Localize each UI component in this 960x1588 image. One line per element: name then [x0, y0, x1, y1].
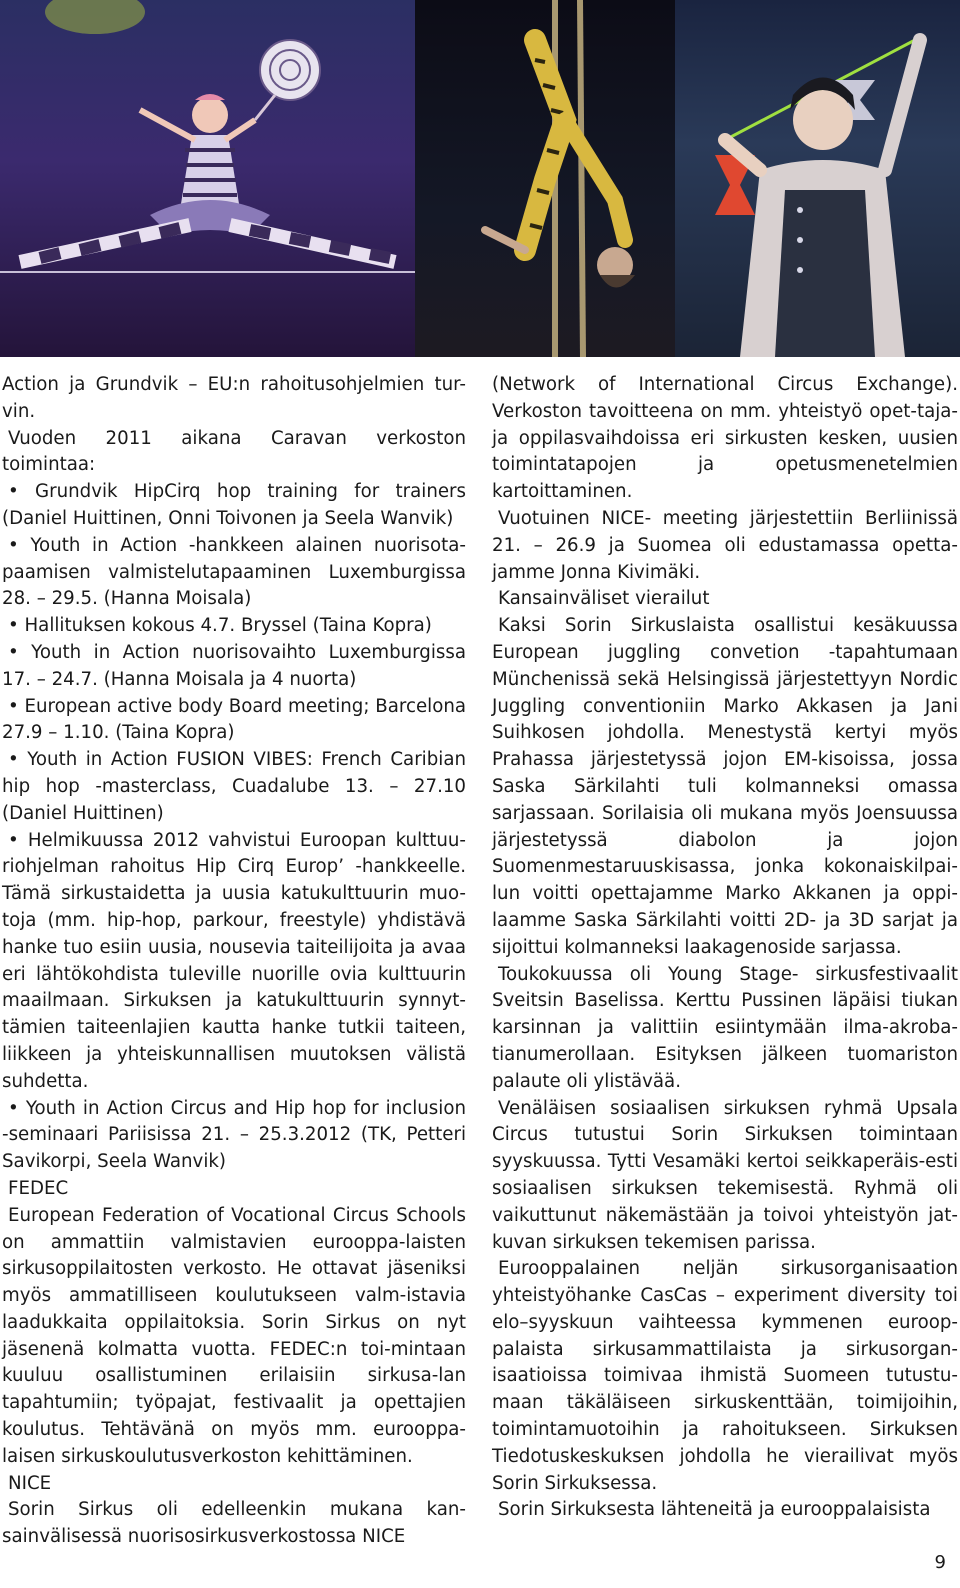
- photo-diabolo-juggler: [675, 0, 960, 357]
- left-paragraph: • Helmikuussa 2012 vahvistui Euroopan kulttuu-riohjelman rahoitus Hip Cirq Europ’ -hankkeelle. Tämä sirkustaidetta ja uusia katukulttuurin muo-toja (mm. hip-hop, parkour, freestyle) yhdistävä hanke tuo esiin uusia, nousevia taiteilijoita ja avaa eri lähtökohdista tuleville nuorille ovia kulttuurin maailmaan. Sirkuksen ja katukulttuurin synnyt-tämien taiteenlajien kautta hanke tutkii taiteen, liikkeen ja yhteiskunnallisen muutoksen välistä suhdetta.: [2, 829, 466, 1092]
- left-paragraph: NICE: [8, 1472, 52, 1494]
- right-paragraph: Vuotuinen NICE- meeting järjestettiin Berliinissä 21. – 26.9 ja Suomea oli edustamassa opetta-jamme Jonna Kivimäki.: [492, 507, 958, 583]
- right-paragraph: Venäläisen sosiaalisen sirkuksen ryhmä Upsala Circus tutustui Sorin Sirkuksen toimintaan syyskuussa. Tytti Vesamäki kertoi seikkaperäis-esti sosiaalisen sirkuksen tekemisestä. Ryhmä oli vaikuttunut näkemästään ja toivoi yhteistyön jat-kuvan sirkuksen tekemisen parissa.: [492, 1097, 958, 1253]
- left-paragraph: • European active body Board meeting; Barcelona 27.9 – 1.10. (Taina Kopra): [2, 695, 466, 744]
- left-paragraph: • Youth in Action Circus and Hip hop for inclusion -seminaari Pariisissa 21. – 25.3.2012 (TK, Petteri Savikorpi, Seela Wanvik): [2, 1097, 466, 1173]
- left-column: [2, 372, 466, 1551]
- tightrope-walker-illustration: [0, 0, 415, 357]
- right-paragraph: Eurooppalainen neljän sirkusorganisaation yhteistyöhanke CasCas – experiment diversity toi elo–syyskuun vaihteessa kymmenen euroop-palaista sirkusammattilaista ja sirkusorgan-isaatioissa toimivaa ihmistä Suomeen tutustu-maan täkäläiseen sirkuskenttään, toimijoihin, toimintamuotoihin ja rahoitukseen. Sirkuksen Tiedotuskeskuksen johdolla he vierailivat myös Sorin Sirkuksessa.: [492, 1258, 958, 1494]
- left-paragraph: • Youth in Action -hankkeen alainen nuorisota-paamisen valmistelutapaaminen Luxemburgissa 28. – 29.5. (Hanna Moisala): [2, 534, 466, 610]
- right-paragraph: Sorin Sirkuksesta lähteneitä ja eurooppalaisista: [498, 1499, 931, 1521]
- right-paragraph: (Network of International Circus Exchange). Verkoston tavoitteena on mm. yhteistyö opet-taja- ja oppilasvaihdoissa eri sirkusten kesken, uusien toimintatapojen ja opetusmenetelmien kartoittaminen.: [492, 374, 958, 503]
- left-paragraph: Action ja Grundvik – EU:n rahoitusohjelmien tur-vin.: [2, 374, 466, 422]
- diabolo-juggler-illustration: [675, 0, 960, 357]
- right-paragraph: Kansainväliset vierailut: [498, 588, 710, 610]
- right-paragraph: Kaksi Sorin Sirkuslaista osallistui kesäkuussa European juggling convetion -tapahtumaan Münchenissä sekä Helsingissä järjestettyyn Nordic Juggling conventioniin Marko Akkasen ja Jani Suihkosen johdolla. Menestystä kertyi myös Prahassa järjestetyssä jojon EM-kisoissa, jossa Saska Särkilahti tuli kolmanneksi omassa sarjassaan. Sorilaisia oli mukana myös Joensuussa järjestetyssä diabolon ja jojon Suomenmestaruuskisassa, jonka kokonaiskilpai-lun voitti opettajamme Marko Akkanen ja oppi-laamme Saska Särkilahti voitti 2D- ja 3D sarjat ja sijoittui kolmanneksi laakagenoside sarjassa.: [492, 615, 958, 958]
- right-column: [492, 372, 958, 1524]
- left-paragraph: Vuoden 2011 aikana Caravan verkoston toimintaa:: [2, 427, 466, 476]
- left-paragraph: • Hallituksen kokous 4.7. Bryssel (Taina Kopra): [8, 615, 432, 637]
- page-number: 9: [934, 1552, 946, 1573]
- photo-strip: [0, 0, 960, 357]
- aerial-artist-illustration: [415, 0, 675, 357]
- left-paragraph: • Grundvik HipCirq hop training for trainers (Daniel Huittinen, Onni Toivonen ja Seela Wanvik): [2, 481, 466, 529]
- left-paragraph: • Youth in Action nuorisovaihto Luxemburgissa 17. – 24.7. (Hanna Moisala ja 4 nuorta): [2, 641, 466, 690]
- left-paragraph: FEDEC: [8, 1177, 69, 1199]
- photo-tightrope-walker: [0, 0, 415, 357]
- photo-aerial-artist: [415, 0, 675, 357]
- right-paragraph: Toukokuussa oli Young Stage- sirkusfestivaalit Sveitsin Baselissa. Kerttu Pussinen läpäisi tiukan karsinnan ja valittiin esiintymään ilma-akroba-tianumerollaan. Esityksen jälkeen tuomariston palaute oli ylistävää.: [492, 963, 958, 1092]
- left-paragraph: European Federation of Vocational Circus Schools on ammattiin valmistavien eurooppa-laisten sirkusoppilaitosten verkosto. He ottavat jäseniksi myös ammatilliseen koulutukseen valm-istavia laadukkaita oppilaitoksia. Sorin Sirkus on nyt jäsenenä kolmatta vuotta. FEDEC:n toi-mintaan kuuluu osallistuminen erilaisiin sirkusa-lan tapahtumiin; työpajat, festivaalit ja opettajien koulutus. Tehtävänä on myös mm. eurooppa-laisen sirkuskoulutusverkoston kehittäminen.: [2, 1204, 466, 1467]
- left-paragraph: • Youth in Action FUSION VIBES: French Caribian hip hop -masterclass, Cuadalube 13. – 27.10 (Daniel Huittinen): [2, 749, 466, 824]
- left-paragraph: Sorin Sirkus oli edelleenkin mukana kan-sainvälisessä nuorisosirkusverkostossa NICE: [2, 1499, 466, 1548]
